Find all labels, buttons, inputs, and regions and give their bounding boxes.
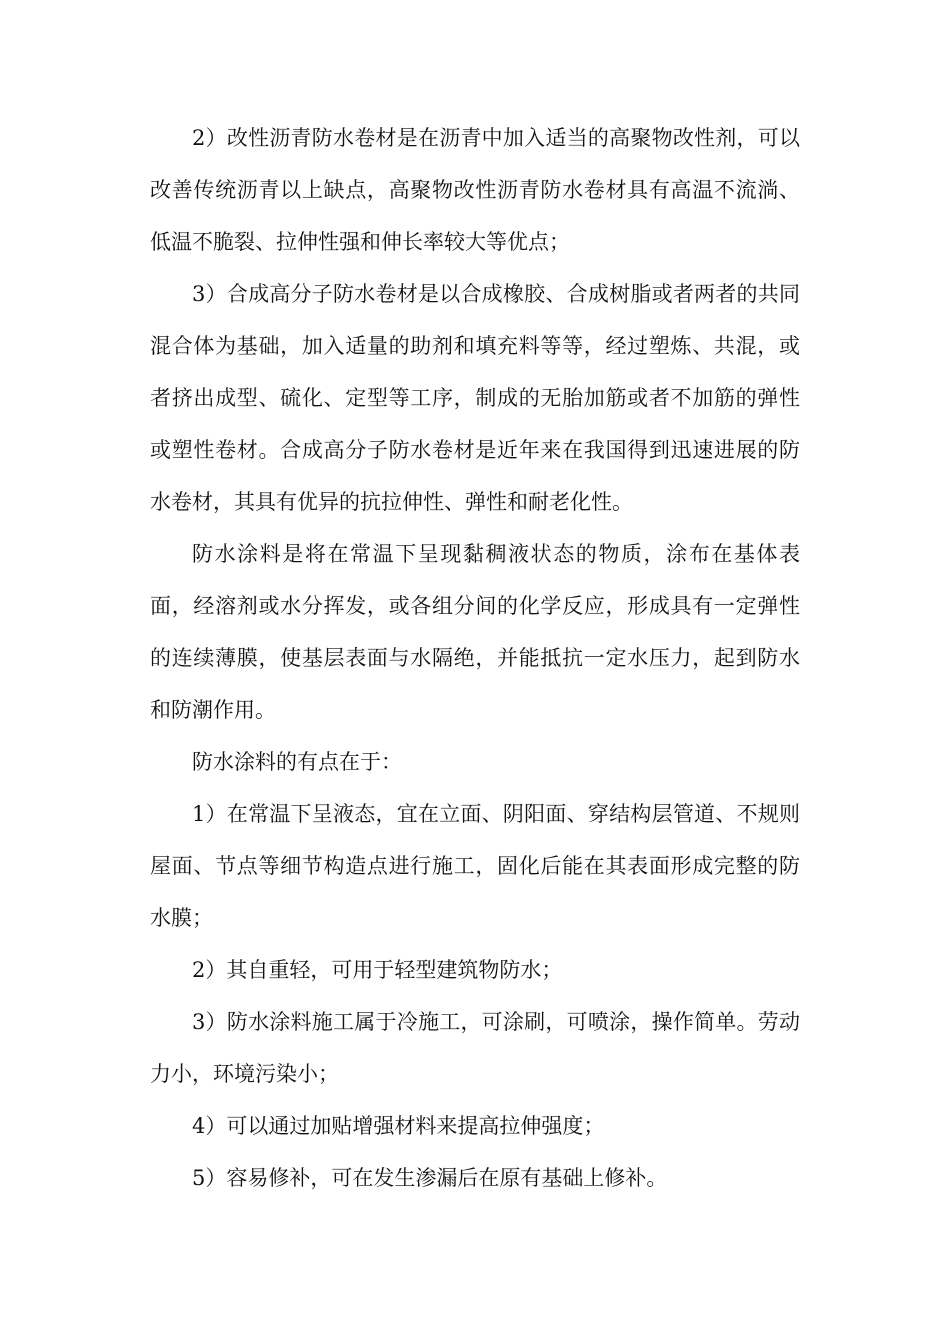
document-page <box>150 112 800 1204</box>
list-item-advantage-1: 1）在常温下呈液态，宜在立面、阴阳面、穿结构层管道、不规则屋面、节点等细节构造点进行施工，固化后能在其表面形成完整的防水膜； <box>150 802 800 930</box>
list-item-advantage-4: 4）可以通过加贴增强材料来提高拉伸强度； <box>192 1114 605 1138</box>
list-item-advantage-2: 2）其自重轻，可用于轻型建筑物防水； <box>192 958 563 982</box>
paragraph-synthetic-polymer: 3）合成高分子防水卷材是以合成橡胶、合成树脂或者两者的共同混合体为基础，加入适量的助剂和填充料等等，经过塑炼、共混，或者挤出成型、硫化、定型等工序，制成的无胎加筋或者不加筋的弹性或塑性卷材。合成高分子防水卷材是近年来在我国得到迅速进展的防水卷材，其具有优异的抗拉伸性、弹性和耐老化性。 <box>150 282 800 514</box>
list-item-advantage-3: 3）防水涂料施工属于冷施工，可涂刷，可喷涂，操作简单。劳动力小，环境污染小； <box>150 1010 800 1086</box>
paragraph-coating-advantages-heading: 防水涂料的有点在于： <box>192 750 402 774</box>
paragraph-waterproof-coating-definition: 防水涂料是将在常温下呈现黏稠液状态的物质，涂布在基体表面，经溶剂或水分挥发，或各组分间的化学反应，形成具有一定弹性的连续薄膜，使基层表面与水隔绝，并能抵抗一定水压力，起到防水和防潮作用。 <box>150 542 800 722</box>
list-item-advantage-5: 5）容易修补，可在发生渗漏后在原有基础上修补。 <box>192 1166 668 1190</box>
paragraph-modified-asphalt: 2）改性沥青防水卷材是在沥青中加入适当的高聚物改性剂，可以改善传统沥青以上缺点，高聚物改性沥青防水卷材具有高温不流淌、低温不脆裂、拉伸性强和伸长率较大等优点； <box>150 126 800 254</box>
